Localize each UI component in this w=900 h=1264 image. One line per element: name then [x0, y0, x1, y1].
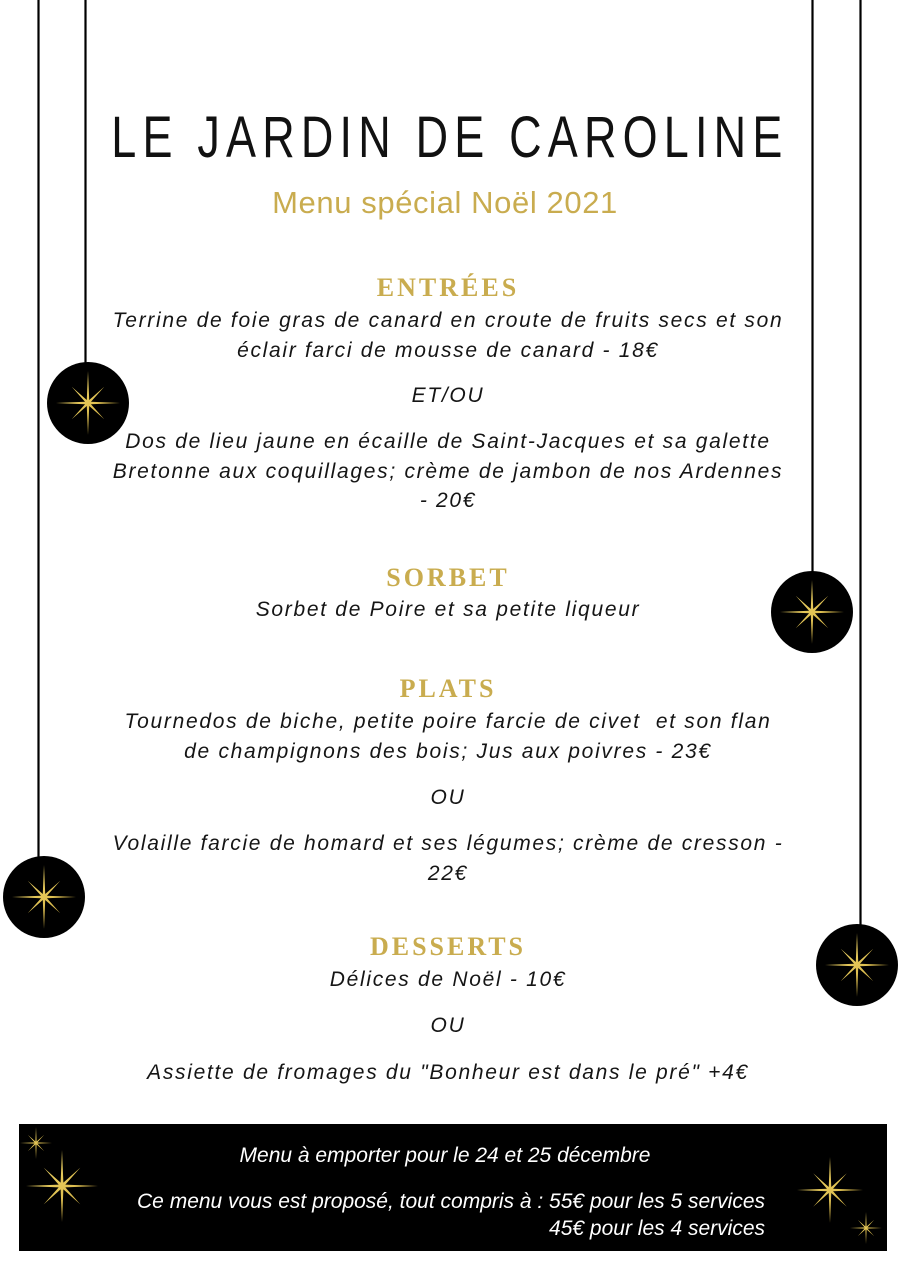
menu-item-line: Tournedos de biche, petite poire farcie de civet et son flan [124, 710, 772, 733]
menu-item-line: Terrine de foie gras de canard en croute de fruits secs et son [112, 309, 784, 332]
restaurant-name [0, 103, 900, 173]
choice-separator: OU [430, 1014, 466, 1037]
section-heading: SORBET [386, 563, 510, 592]
menu-item [0, 1058, 896, 1088]
menu-item-line: Volaille farcie de homard et ses légumes; crème de cresson - [112, 832, 784, 855]
restaurant-name-text: LE JARDIN DE CAROLINE [111, 105, 789, 170]
menu-item [0, 965, 896, 995]
menu-item-line: éclair farci de mousse de canard - 18€ [237, 338, 659, 362]
menu-item [0, 829, 896, 888]
banner-price-5-services: Ce menu vous est proposé, tout compris à : 55€ pour les 5 services [137, 1190, 765, 1213]
banner-takeaway-dates: Menu à emporter pour le 24 et 25 décembre [239, 1144, 651, 1167]
menu-subtitle: Menu spécial Noël 2021 [272, 185, 618, 220]
menu-item-line: Sorbet de Poire et sa petite liqueur [255, 598, 641, 621]
menu-item-line: 22€ [427, 861, 469, 885]
menu-item [0, 595, 896, 625]
section-heading: ENTRÉES [376, 273, 520, 302]
takeaway-banner [19, 1124, 887, 1251]
choice-separator: ET/OU [411, 384, 485, 407]
menu-item [0, 306, 896, 365]
menu-item-line: de champignons des bois; Jus aux poivres - 23€ [184, 739, 712, 763]
banner-price-4-services: 45€ pour les 4 services [549, 1217, 765, 1240]
section-heading: DESSERTS [369, 932, 527, 961]
choice-separator: OU [430, 786, 466, 809]
menu-item [0, 427, 896, 516]
menu-item [0, 707, 896, 766]
menu-item-line: Dos de lieu jaune en écaille de Saint-Jacques et sa galette [125, 430, 771, 453]
menu-item-line: Assiette de fromages du "Bonheur est dans le pré" +4€ [147, 1061, 749, 1084]
menu-item-line: Délices de Noël - 10€ [329, 968, 567, 991]
section-heading: PLATS [399, 674, 497, 703]
menu-item-line: - 20€ [419, 489, 477, 512]
menu-item-line: Bretonne aux coquillages; crème de jambon de nos Ardennes [112, 459, 784, 483]
